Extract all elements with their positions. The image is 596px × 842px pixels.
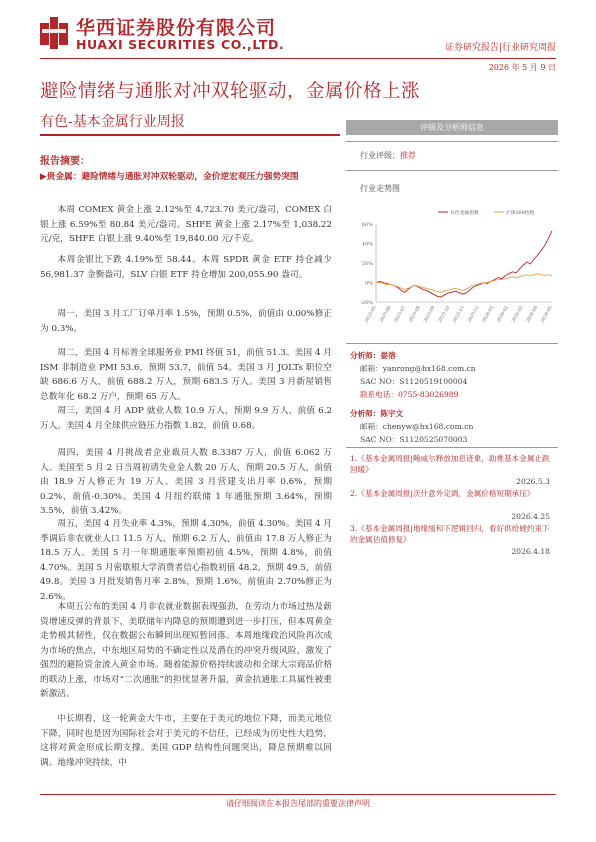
sidebar-divider (346, 141, 558, 142)
x-tick-label: 2025-06 (379, 305, 393, 324)
company-logo-icon (40, 15, 68, 51)
report-type: 证券研究报告|行业研究周报 (444, 43, 556, 53)
related-report-1[interactable]: 1.《基本金属周报|鲍威尔释放加息迹象，助推基本金属止跌回暖》 (350, 454, 550, 474)
paragraph-thursday: 周四，美国 4 月挑战者企业裁员人数 8.3387 万人，前值 6.062 万人。美国至 5 月 2 日当周初请失业金人数 20 万人，预期 20.5 万人，前值由 18.9 万人修正为 19 万人。美国 3 月营建支出月率 0.6%，预期 0.2%，前值-0.30%。美国 4 月纽约联储 1 年通胀预期 3.64%，预期 3.5%，前值 3.42%。 (40, 448, 332, 516)
report-date: 2026 年 5 月 9 日 (488, 63, 556, 72)
sidebar-header: 评级及分析师信息 (346, 120, 558, 135)
report-subtitle: 有色-基本金属行业周报 (40, 114, 185, 130)
related-report-2-date: 2026.4.25 (511, 512, 550, 521)
analyst-1-email: 邮箱：yanrong@hx168.com.cn (360, 364, 476, 373)
paragraph-wednesday: 周三，美国 4 月 ADP 就业人数 10.9 万人，预期 9.9 万人，前值 6.2 万人。美国 4 月全球供应链压力指数 1.82，前值 0.68。 (40, 406, 332, 431)
x-tick-label: 2025-12 (467, 305, 481, 324)
y-tick-label: -20% (360, 300, 373, 306)
paragraph-tuesday: 周二，美国 4 月标普全球服务业 PMI 终值 51，前值 51.3。美国 4 月 ISM 非制造业 PMI 53.6，预期 53.7，前值 54。美国 3 月 JOLTs 职位空缺 686.6 万人，前值 688.2 万人，预期 683.5 万人。美国 3 月新屋销售总数年化 68.2 万户，预期 65 万人。 (40, 348, 332, 402)
x-tick-label: 2025-11 (452, 305, 466, 324)
analyst-1-title: 分析师：晏溶 (350, 351, 396, 360)
sidebar-divider (346, 343, 558, 344)
x-tick-label: 2026-05 (540, 305, 554, 324)
y-tick-label: 40% (361, 241, 373, 248)
rating-label: 行业评级：推荐 (360, 151, 416, 160)
sidebar-divider (346, 170, 558, 171)
trend-label: 行业走势图 (360, 184, 400, 193)
series-line-1 (376, 274, 552, 293)
rating-value: 推荐 (400, 151, 416, 160)
sidebar (346, 120, 558, 560)
analyst-2-sac: SAC NO：S1120525070003 (360, 435, 468, 444)
paragraph-prices: 本周 COMEX 黄金上涨 2.12%至 4,723.70 美元/盎司，COMEX 白银上涨 6.59%至 80.84 美元/盎司。SHFE 黄金上涨 2.17%至 1,038.22 元/克，SHFE 白银上涨 9.40%至 19,840.00 元/千克。 (40, 205, 332, 244)
abstract-label: 报告摘要： (40, 156, 90, 167)
x-tick-label: 2025-09 (423, 305, 437, 324)
report-title: 避险情绪与通胀对冲双轮驱动，金属价格上涨 (40, 81, 421, 102)
series-line-0 (376, 231, 552, 297)
x-tick-label: 2026-04 (525, 305, 540, 324)
analyst-1-phone: 联系电话：0755-83026989 (360, 390, 459, 399)
company-name-en: HUAXI SECURITIES CO.,LTD. (76, 37, 285, 52)
related-report-3-date: 2026.4.18 (511, 547, 550, 556)
analyst-2-title: 分析师：陈宇文 (350, 409, 404, 418)
paragraph-friday: 周五，美国 4 月失业率 4.3%，预期 4.30%，前值 4.30%。美国 4 月季调后非农就业人口 11.5 万人，预期 6.2 万人，前值由 17.8 万人修正为 18.5 万人。美国 5 月一年期通胀率预期初值 4.5%，预期 4.8%，前值 4.70%。美国 5 月密歇根大学消费者信心指数初值 48.2，预期 49.5，前值 49.8。美国 3 月批发销售月率 2.8%，预期 1.6%，前值由 2.70%修正为 2.6%。 (40, 519, 332, 602)
x-tick-label: 2026-03 (511, 305, 525, 324)
header-divider (40, 58, 556, 59)
sidebar-divider (346, 447, 558, 448)
company-name-cn: 华西证券股份有限公司 (76, 17, 277, 39)
footer-divider (40, 794, 556, 795)
legend-label: 沪深300指数 (506, 211, 535, 216)
analyst-1-sac: SAC NO：S1120519100004 (360, 377, 468, 386)
y-tick-label: 60% (361, 222, 373, 228)
x-tick-label: 2025-07 (393, 305, 408, 324)
paragraph-ratio-etf: 本周金银比下跌 4.19%至 58.44。本周 SPDR 黄金 ETF 持仓减少 56,981.37 金衡盎司，SLV 白银 ETF 持仓增加 200,055.90 盎司。 (40, 255, 332, 280)
x-tick-label: 2026-01 (481, 305, 496, 324)
x-tick-label: 2026-02 (496, 305, 510, 324)
legend-label: 有色金属指数 (450, 211, 479, 216)
x-tick-label: 2025-08 (408, 305, 422, 324)
x-tick-label: 2025-05 (364, 305, 378, 324)
paragraph-analysis: 本周五公布的美国 4 月非农就业数据表现强劲，在劳动力市场过热及薪资增速反弹的背景下，美联储年内降息的预期遭到进一步打压，但本周黄金走势极其韧性，仅在数据公布瞬间出现短暂回落。本周地缘政治风险再次成为市场的焦点，中东地区局势的不确定性以及潜在的冲突升级风险，激发了强烈的避险资金流入黄金市场。随着能源价格持续波动和全球大宗商品价格的联动上涨，市场对“二次通胀”的担忧显著升温，黄金抗通胀工具属性被重新激活。 (40, 602, 332, 699)
x-tick-label: 2025-10 (437, 305, 452, 324)
related-report-2[interactable]: 2.《基本金属周报|沃什意外定调，金属价格短期承压》 (350, 489, 535, 498)
subtitle-divider (40, 134, 340, 136)
related-report-3[interactable]: 3.《基本金属周报|地缘缓和下逻辑回归，看好供给硬约束下的金属估值修复》 (350, 524, 550, 544)
paragraph-monday: 周一，美国 3 月工厂订单月率 1.5%，预期 0.5%，前值由 0.00%修正为 0.3%。 (40, 309, 332, 334)
y-tick-label: 20% (361, 261, 373, 267)
precious-metals-heading: ▶贵金属：避险情绪与通胀对冲双轮驱动，金价逆宏观压力强势突围 (40, 172, 299, 182)
y-tick-label: 0% (365, 280, 373, 287)
related-report-1-date: 2026.5.3 (516, 477, 550, 486)
legal-notice[interactable]: 请仔细阅读在本报告尾部的重要法律声明 (226, 799, 370, 808)
industry-trend-chart (346, 204, 558, 324)
paragraph-outlook: 中长期看，这一轮黄金大牛市，主要在于美元的地位下降，而美元地位下降，同时也是因为国际社会对于美元的不信任，已经成为历史性大趋势，这将对黄金形成长期支撑。美国 GDP 结构性问题突出，降息预期难以回调。地缘冲突持续，中 (40, 714, 332, 768)
analyst-2-email: 邮箱：chenyw@hx168.com.cn (360, 422, 474, 431)
